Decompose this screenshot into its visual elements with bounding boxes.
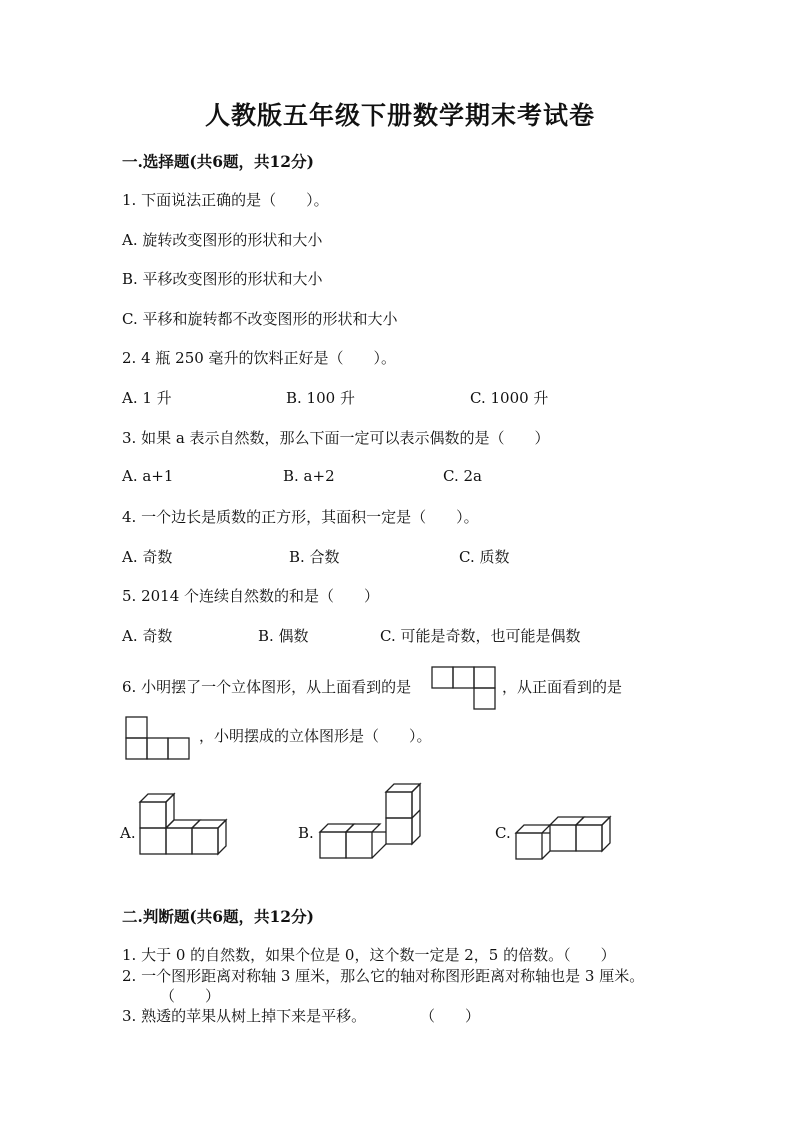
judgement-question-3-blank: （ ） — [420, 1007, 481, 1025]
question-4-option-c: C. 质数 — [459, 548, 510, 566]
front-view-figure — [125, 716, 191, 760]
question-5-option-b: B. 偶数 — [258, 627, 309, 645]
question-6-option-b: B. — [298, 824, 314, 842]
question-1-option-b: B. 平移改变图形的形状和大小 — [122, 270, 323, 288]
question-3-option-a: A. a+1 — [122, 467, 174, 485]
question-2-stem: 2. 4 瓶 250 毫升的饮料正好是（ ）。 — [122, 349, 397, 367]
question-2-option-a: A. 1 升 — [122, 389, 172, 407]
cube-figure-c — [514, 805, 620, 863]
question-6-stem-part3: ，小明摆成的立体图形是（ ）。 — [199, 727, 432, 745]
question-6-stem-part1: 6. 小明摆了一个立体图形，从上面看到的是 — [122, 678, 412, 696]
question-5-option-c: C. 可能是奇数，也可能是偶数 — [380, 627, 581, 645]
question-1-stem: 1. 下面说法正确的是（ ）。 — [122, 191, 329, 209]
judgement-question-1: 1. 大于 0 的自然数，如果个位是 0，这个数一定是 2，5 的倍数。（ ） — [122, 946, 616, 964]
question-1-option-a: A. 旋转改变图形的形状和大小 — [122, 231, 323, 249]
section-heading-choice: 一.选择题(共6题，共12分) — [122, 152, 314, 171]
question-2-option-b: B. 100 升 — [286, 389, 355, 407]
top-view-figure — [431, 666, 497, 710]
question-4-option-b: B. 合数 — [289, 548, 340, 566]
question-6-stem-part2: ，从正面看到的是 — [502, 678, 623, 696]
question-4-option-a: A. 奇数 — [122, 548, 173, 566]
question-5-stem: 5. 2014 个连续自然数的和是（ ） — [122, 587, 380, 605]
question-6-option-a: A. — [120, 824, 136, 842]
question-3-option-c: C. 2a — [443, 467, 482, 485]
question-3-option-b: B. a+2 — [283, 467, 335, 485]
judgement-question-2-blank: （ ） — [160, 987, 221, 1005]
question-2-option-c: C. 1000 升 — [470, 389, 549, 407]
question-1-option-c: C. 平移和旋转都不改变图形的形状和大小 — [122, 310, 398, 328]
question-3-stem: 3. 如果 a 表示自然数，那么下面一定可以表示偶数的是（ ） — [122, 429, 550, 447]
question-6-option-c: C. — [495, 824, 511, 842]
cube-figure-b — [318, 780, 428, 862]
question-4-stem: 4. 一个边长是质数的正方形，其面积一定是（ ）。 — [122, 508, 479, 526]
judgement-question-3: 3. 熟透的苹果从树上掉下来是平移。 — [122, 1007, 367, 1025]
judgement-question-2: 2. 一个图形距离对称轴 3 厘米，那么它的轴对称图形距离对称轴也是 3 厘米。 — [122, 967, 645, 985]
question-5-option-a: A. 奇数 — [122, 627, 173, 645]
cube-figure-a — [138, 790, 230, 860]
section-heading-judgement: 二.判断题(共6题，共12分) — [122, 907, 314, 926]
page-title: 人教版五年级下册数学期末考试卷 — [204, 101, 595, 130]
